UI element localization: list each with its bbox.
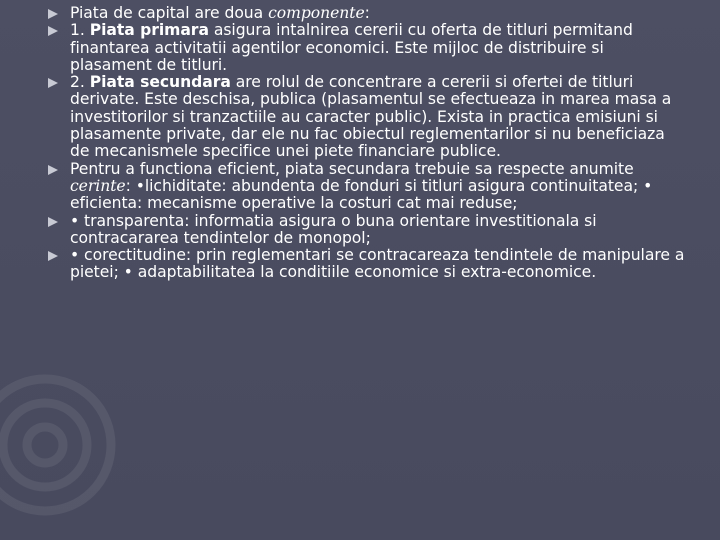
triangle-bullet-icon (48, 217, 58, 227)
bullet-text: • transparenta: informatia asigura o buna orientare investitionala si contracararea tendintelor de monopol; (70, 211, 597, 247)
bullet-text: are rolul de concentrare a cererii si ofertei de titluri derivate. Este deschisa, publica (plasamentul se efectueaza in marea masa a investitorilor si tranzactiile au caracter public). Exista in practica emisiuni si plasamente private, dar ele nu fac obiectul reglementarilor si nu beneficiaza de mecanismele specifice unei piete financiare publice. (70, 73, 672, 161)
bullet-text: asigura intalnirea cererii cu oferta de titluri permitand finantarea activitatii agentilor economici. Este mijloc de distribuire si plasament de titluri. (70, 21, 633, 74)
bullet-emphasis: componente (268, 4, 365, 22)
bullet-transparency (48, 213, 688, 248)
triangle-bullet-icon (48, 78, 58, 88)
triangle-bullet-icon (48, 251, 58, 261)
bullet-components (48, 5, 688, 22)
bullet-text: Piata de capital are doua (70, 4, 269, 22)
bullet-primary-market (48, 22, 688, 74)
triangle-bullet-icon (48, 9, 58, 19)
bullet-requirements (48, 161, 688, 213)
triangle-bullet-icon (48, 165, 58, 175)
triangle-bullet-icon (48, 26, 58, 36)
bullet-text: : •lichiditate: abundenta de fonduri si titluri asigura continuitatea; • eficienta: mecanisme operative la costuri cat mai reduse; (70, 176, 653, 213)
bullet-term: Piata secundara (89, 73, 231, 92)
bullet-secondary-market (48, 74, 688, 160)
watermark-swirl-icon (0, 370, 120, 520)
bullet-number: 2. (70, 73, 90, 92)
bullet-text: : (364, 4, 370, 22)
bullet-term: Piata primara (89, 21, 209, 40)
bullet-text: Pentru a functiona eficient, piata secundara trebuie sa respecte anumite (70, 159, 634, 178)
bullet-list (48, 5, 688, 282)
bullet-correctness (48, 247, 688, 282)
bullet-emphasis: cerinte (70, 176, 126, 195)
bullet-text: • corectitudine: prin reglementari se contracareaza tendintele de manipulare a pietei; • adaptabilitatea la conditiile economice si extra-economice. (70, 246, 685, 282)
bullet-number: 1. (70, 21, 90, 40)
